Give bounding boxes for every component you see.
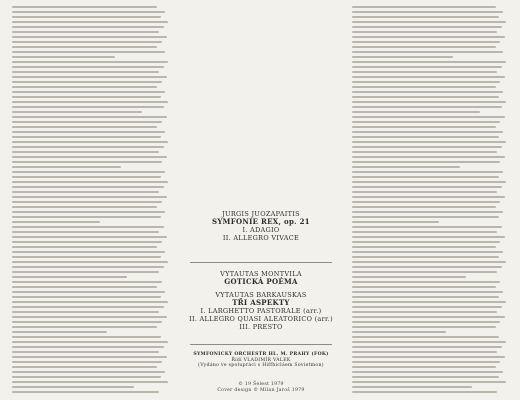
text-line-placeholder (352, 21, 506, 23)
text-line-placeholder (352, 36, 505, 38)
text-line-placeholder (12, 276, 127, 278)
text-line-placeholder (12, 376, 161, 378)
text-line-placeholder (352, 246, 496, 248)
text-line-placeholder (12, 186, 164, 188)
text-line-placeholder (352, 381, 506, 383)
divider (190, 344, 332, 345)
text-line-placeholder (12, 281, 162, 283)
text-line-placeholder (12, 201, 162, 203)
text-line-placeholder (12, 41, 162, 43)
right-text-column (352, 6, 508, 394)
text-line-placeholder (352, 366, 496, 368)
orchestra-name: SYMFONICKÝ ORCHESTR HL. M. PRAHY (FOK) (193, 352, 329, 357)
performer-credits (178, 352, 344, 369)
text-line-placeholder (352, 206, 496, 208)
text-line-placeholder (352, 126, 496, 128)
text-line-placeholder (352, 11, 503, 13)
movement: I. ADAGIO (242, 226, 280, 234)
text-line-placeholder (352, 351, 497, 353)
text-line-placeholder (12, 301, 168, 303)
text-line-placeholder (12, 11, 165, 13)
text-line-placeholder (352, 211, 503, 213)
text-line-placeholder (12, 331, 107, 333)
text-line-placeholder (12, 181, 168, 183)
text-line-placeholder (352, 16, 499, 18)
text-line-placeholder (352, 56, 453, 58)
text-line-placeholder (352, 286, 496, 288)
movement: II. ALLEGRO QUASI ALEATORICO (arr.) (189, 315, 333, 323)
text-line-placeholder (12, 266, 164, 268)
text-line-placeholder (12, 46, 157, 48)
text-line-placeholder (352, 276, 466, 278)
text-line-placeholder (352, 301, 506, 303)
edition-note: (Vydáno ve spolupráci s Hiffhicláem Sovietmon) (198, 363, 324, 369)
text-line-placeholder (352, 311, 497, 313)
text-line-placeholder (12, 176, 161, 178)
text-line-placeholder (12, 161, 162, 163)
text-line-placeholder (352, 171, 503, 173)
work-three-aspects: TŘI ASPEKTY (232, 298, 290, 307)
text-line-placeholder (352, 111, 480, 113)
text-line-placeholder (352, 66, 502, 68)
conductor-name: Řídí VLADIMÍR VÁLEK (231, 357, 291, 363)
text-line-placeholder (12, 391, 159, 393)
program-block-2 (178, 270, 344, 331)
text-line-placeholder (12, 116, 167, 118)
text-line-placeholder (12, 66, 164, 68)
text-line-placeholder (12, 31, 159, 33)
text-line-placeholder (12, 106, 164, 108)
text-line-placeholder (352, 196, 505, 198)
text-line-placeholder (352, 101, 506, 103)
text-line-placeholder (352, 6, 496, 8)
text-line-placeholder (352, 71, 497, 73)
left-text-column (12, 6, 170, 394)
text-line-placeholder (12, 261, 168, 263)
text-line-placeholder (12, 381, 168, 383)
text-line-placeholder (12, 111, 142, 113)
text-line-placeholder (12, 166, 121, 168)
text-line-placeholder (12, 241, 162, 243)
text-line-placeholder (352, 356, 505, 358)
text-line-placeholder (352, 41, 500, 43)
text-line-placeholder (352, 51, 503, 53)
composer-juozapaitis: JURGIS JUOZAPAITIS (222, 210, 300, 218)
text-line-placeholder (12, 296, 161, 298)
text-line-placeholder (12, 216, 161, 218)
text-line-placeholder (12, 36, 167, 38)
text-line-placeholder (352, 316, 505, 318)
movement: II. ALLEGRO VIVACE (222, 234, 300, 242)
text-line-placeholder (12, 326, 157, 328)
divider (190, 262, 332, 263)
program-block-1 (178, 210, 344, 242)
text-line-placeholder (12, 386, 134, 388)
text-line-placeholder (352, 136, 499, 138)
text-line-placeholder (352, 271, 497, 273)
text-line-placeholder (352, 371, 503, 373)
text-line-placeholder (12, 76, 167, 78)
text-line-placeholder (12, 121, 162, 123)
cover-design-line: Cover design © Milan Jaroš 1979 (217, 387, 305, 393)
text-line-placeholder (352, 176, 499, 178)
text-line-placeholder (352, 166, 460, 168)
text-line-placeholder (12, 271, 159, 273)
text-line-placeholder (352, 291, 503, 293)
work-gothic-poem: GOTICKÁ POÉMA (224, 277, 298, 286)
text-line-placeholder (12, 101, 168, 103)
text-line-placeholder (12, 56, 115, 58)
text-line-placeholder (352, 181, 506, 183)
text-line-placeholder (12, 141, 168, 143)
text-line-placeholder (352, 261, 506, 263)
text-line-placeholder (12, 256, 161, 258)
text-line-placeholder (12, 251, 165, 253)
text-line-placeholder (12, 16, 161, 18)
text-line-placeholder (12, 361, 162, 363)
text-line-placeholder (12, 131, 165, 133)
text-line-placeholder (352, 26, 502, 28)
text-line-placeholder (12, 221, 100, 223)
text-line-placeholder (12, 351, 159, 353)
text-line-placeholder (352, 96, 499, 98)
text-line-placeholder (12, 126, 157, 128)
text-line-placeholder (352, 146, 502, 148)
text-line-placeholder (12, 371, 165, 373)
text-line-placeholder (352, 116, 505, 118)
text-line-placeholder (12, 136, 161, 138)
text-line-placeholder (352, 306, 502, 308)
text-line-placeholder (12, 356, 167, 358)
text-line-placeholder (352, 231, 497, 233)
work-symphony-rex: SYMFONIE REX, op. 21 (212, 217, 310, 226)
copyright-line: © 19 Šelest 1979 (238, 382, 284, 387)
composer-montvila: VYTAUTAS MONTVILA (220, 270, 302, 278)
text-line-placeholder (352, 376, 499, 378)
text-line-placeholder (12, 211, 165, 213)
text-line-placeholder (12, 316, 167, 318)
text-line-placeholder (352, 221, 439, 223)
text-line-placeholder (12, 71, 159, 73)
text-line-placeholder (12, 341, 168, 343)
text-line-placeholder (352, 236, 505, 238)
text-line-placeholder (12, 96, 161, 98)
text-line-placeholder (352, 241, 500, 243)
text-line-placeholder (352, 326, 496, 328)
text-line-placeholder (352, 281, 500, 283)
text-line-placeholder (12, 26, 164, 28)
text-line-placeholder (352, 256, 499, 258)
text-line-placeholder (352, 251, 503, 253)
text-line-placeholder (352, 201, 500, 203)
text-line-placeholder (12, 191, 159, 193)
text-line-placeholder (12, 86, 157, 88)
text-line-placeholder (352, 296, 499, 298)
text-line-placeholder (12, 146, 164, 148)
text-line-placeholder (352, 81, 500, 83)
text-line-placeholder (352, 331, 446, 333)
text-line-placeholder (12, 306, 164, 308)
text-line-placeholder (352, 216, 499, 218)
text-line-placeholder (352, 191, 497, 193)
text-line-placeholder (12, 61, 168, 63)
text-line-placeholder (352, 76, 505, 78)
text-line-placeholder (352, 346, 502, 348)
text-line-placeholder (352, 61, 506, 63)
text-line-placeholder (352, 151, 497, 153)
text-line-placeholder (12, 226, 164, 228)
text-line-placeholder (352, 266, 502, 268)
text-line-placeholder (12, 291, 165, 293)
text-line-placeholder (352, 91, 503, 93)
text-line-placeholder (352, 186, 502, 188)
text-line-placeholder (12, 51, 165, 53)
text-line-placeholder (352, 86, 496, 88)
text-line-placeholder (12, 81, 162, 83)
text-line-placeholder (12, 6, 157, 8)
text-line-placeholder (352, 141, 506, 143)
text-line-placeholder (352, 106, 502, 108)
text-line-placeholder (352, 226, 502, 228)
text-line-placeholder (12, 196, 167, 198)
text-line-placeholder (12, 156, 167, 158)
movement: III. PRESTO (239, 323, 283, 331)
text-line-placeholder (352, 361, 500, 363)
text-line-placeholder (352, 131, 503, 133)
text-line-placeholder (12, 246, 157, 248)
text-line-placeholder (12, 336, 161, 338)
text-line-placeholder (12, 151, 159, 153)
text-line-placeholder (352, 386, 472, 388)
text-line-placeholder (352, 121, 500, 123)
text-line-placeholder (12, 171, 165, 173)
text-line-placeholder (12, 346, 164, 348)
text-line-placeholder (12, 311, 159, 313)
text-line-placeholder (352, 321, 500, 323)
text-line-placeholder (352, 31, 497, 33)
text-line-placeholder (352, 341, 506, 343)
text-line-placeholder (12, 91, 165, 93)
text-line-placeholder (352, 156, 505, 158)
text-line-placeholder (12, 366, 157, 368)
text-line-placeholder (352, 46, 496, 48)
text-line-placeholder (12, 321, 162, 323)
text-line-placeholder (12, 21, 168, 23)
text-line-placeholder (352, 336, 499, 338)
text-line-placeholder (12, 231, 159, 233)
text-line-placeholder (352, 161, 500, 163)
composer-barkauskas: VYTAUTAS BARKAUSKAS (215, 291, 307, 299)
movement: I. LARGHETTO PASTORALE (arr.) (200, 307, 322, 315)
colophon (178, 382, 344, 393)
text-line-placeholder (352, 391, 497, 393)
text-line-placeholder (12, 286, 157, 288)
text-line-placeholder (12, 236, 167, 238)
text-line-placeholder (12, 206, 157, 208)
